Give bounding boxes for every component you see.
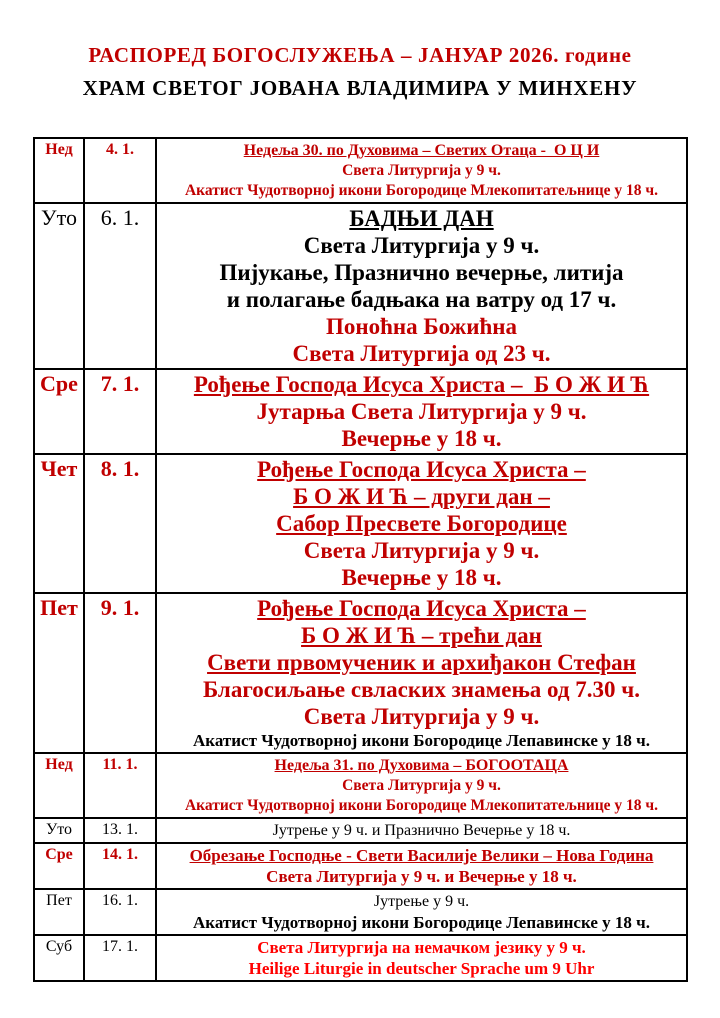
page-subtitle: ХРАМ СВЕТОГ ЈОВАНА ВЛАДИМИРА У МИНХЕНУ [82, 76, 638, 100]
table-row [34, 818, 687, 843]
table-row [34, 843, 687, 889]
date-cell: 13. 1. [84, 818, 156, 843]
content-cell [156, 935, 687, 981]
service-line: Света Литургија на немачком језику у 9 ч. [257, 938, 586, 957]
table-row [34, 593, 687, 753]
service-line: Јутрење у 9 ч. [373, 893, 470, 910]
day-cell: Нед [34, 753, 84, 818]
service-line: Јутрење у 9 ч. и Празнично Вечерње у 18 ч. [272, 822, 571, 839]
content-cell [156, 818, 687, 843]
service-line: Б О Ж И Ћ – трећи дан [301, 623, 542, 648]
date-cell: 16. 1. [84, 889, 156, 935]
service-line: Недеља 31. по Духовима – БОГООТАЦА [274, 757, 569, 774]
document-header [0, 0, 720, 101]
schedule-table [33, 137, 688, 982]
service-line: Благосиљање свласких знамења од 7.30 ч. [203, 677, 640, 702]
service-line: Пијукање, Празнично вечерње, литија [219, 260, 624, 285]
service-line: Недеља 30. по Духовима – Светих Отаца - О Ц И [243, 142, 600, 159]
service-line: Рођење Господа Исуса Христа – [257, 457, 586, 482]
table-row [34, 454, 687, 593]
service-line: Б О Ж И Ћ – други дан – [293, 484, 550, 509]
table-row [34, 935, 687, 981]
service-line: Света Литургија у 9 ч. [342, 777, 501, 794]
service-line: Света Литургија у 9 ч. [342, 162, 501, 179]
service-line: Акатист Чудотворној икони Богородице Млекопитатељнице у 18 ч. [184, 182, 658, 199]
date-cell: 4. 1. [84, 138, 156, 203]
date-cell: 17. 1. [84, 935, 156, 981]
content-cell [156, 889, 687, 935]
table-row [34, 203, 687, 369]
content-cell [156, 593, 687, 753]
service-line: Вечерње у 18 ч. [341, 565, 502, 590]
service-line: Акатист Чудотворној икони Богородице Млекопитатељнице у 18 ч. [184, 797, 658, 814]
service-line: Света Литургија у 9 ч. [303, 704, 540, 729]
table-row [34, 369, 687, 454]
table-row [34, 753, 687, 818]
service-line: Света Литургија у 9 ч. и Вечерње у 18 ч. [266, 867, 577, 886]
date-cell: 9. 1. [84, 593, 156, 753]
service-line: Рођење Господа Исуса Христа – Б О Ж И Ћ [193, 372, 650, 397]
service-line: Акатист Чудотворној икони Богородице Лепавинске у 18 ч. [193, 913, 650, 932]
service-line: Света Литургија у 9 ч. [303, 233, 540, 258]
service-line: Обрезање Господње - Свети Василије Велики – Нова Година [189, 846, 654, 865]
service-line: и полагање бадњака на ватру од 17 ч. [226, 287, 617, 312]
service-line: Поноћна Божићна [325, 314, 518, 339]
day-cell: Сре [34, 369, 84, 454]
service-line: БАДЊИ ДАН [349, 206, 494, 231]
page-title: РАСПОРЕД БОГОСЛУЖЕЊА – ЈАНУАР 2026. године [88, 43, 632, 67]
date-cell: 14. 1. [84, 843, 156, 889]
content-cell [156, 369, 687, 454]
day-cell: Чет [34, 454, 84, 593]
day-cell: Суб [34, 935, 84, 981]
service-line: Акатист Чудотворној икони Богородице Лепавинске у 18 ч. [193, 731, 650, 750]
date-cell: 11. 1. [84, 753, 156, 818]
date-cell: 7. 1. [84, 369, 156, 454]
service-line: Свети првомученик и архиђакон Стефан [207, 650, 636, 675]
content-cell [156, 203, 687, 369]
service-line: Света Литургија од 23 ч. [292, 341, 551, 366]
content-cell [156, 454, 687, 593]
date-cell: 8. 1. [84, 454, 156, 593]
day-cell: Пет [34, 593, 84, 753]
content-cell [156, 843, 687, 889]
day-cell: Сре [34, 843, 84, 889]
service-line: Heilige Liturgie in deutscher Sprache um 9 Uhr [248, 959, 595, 978]
day-cell: Уто [34, 818, 84, 843]
day-cell: Нед [34, 138, 84, 203]
content-cell [156, 138, 687, 203]
content-cell [156, 753, 687, 818]
service-line: Рођење Господа Исуса Христа – [257, 596, 586, 621]
day-cell: Пет [34, 889, 84, 935]
service-line: Јутарња Света Литургија у 9 ч. [256, 399, 587, 424]
service-line: Света Литургија у 9 ч. [303, 538, 540, 563]
table-row [34, 138, 687, 203]
service-line: Вечерње у 18 ч. [341, 426, 502, 451]
schedule-table-body [34, 138, 687, 981]
date-cell: 6. 1. [84, 203, 156, 369]
service-line: Сабор Пресвете Богородице [276, 511, 567, 536]
day-cell: Уто [34, 203, 84, 369]
table-row [34, 889, 687, 935]
